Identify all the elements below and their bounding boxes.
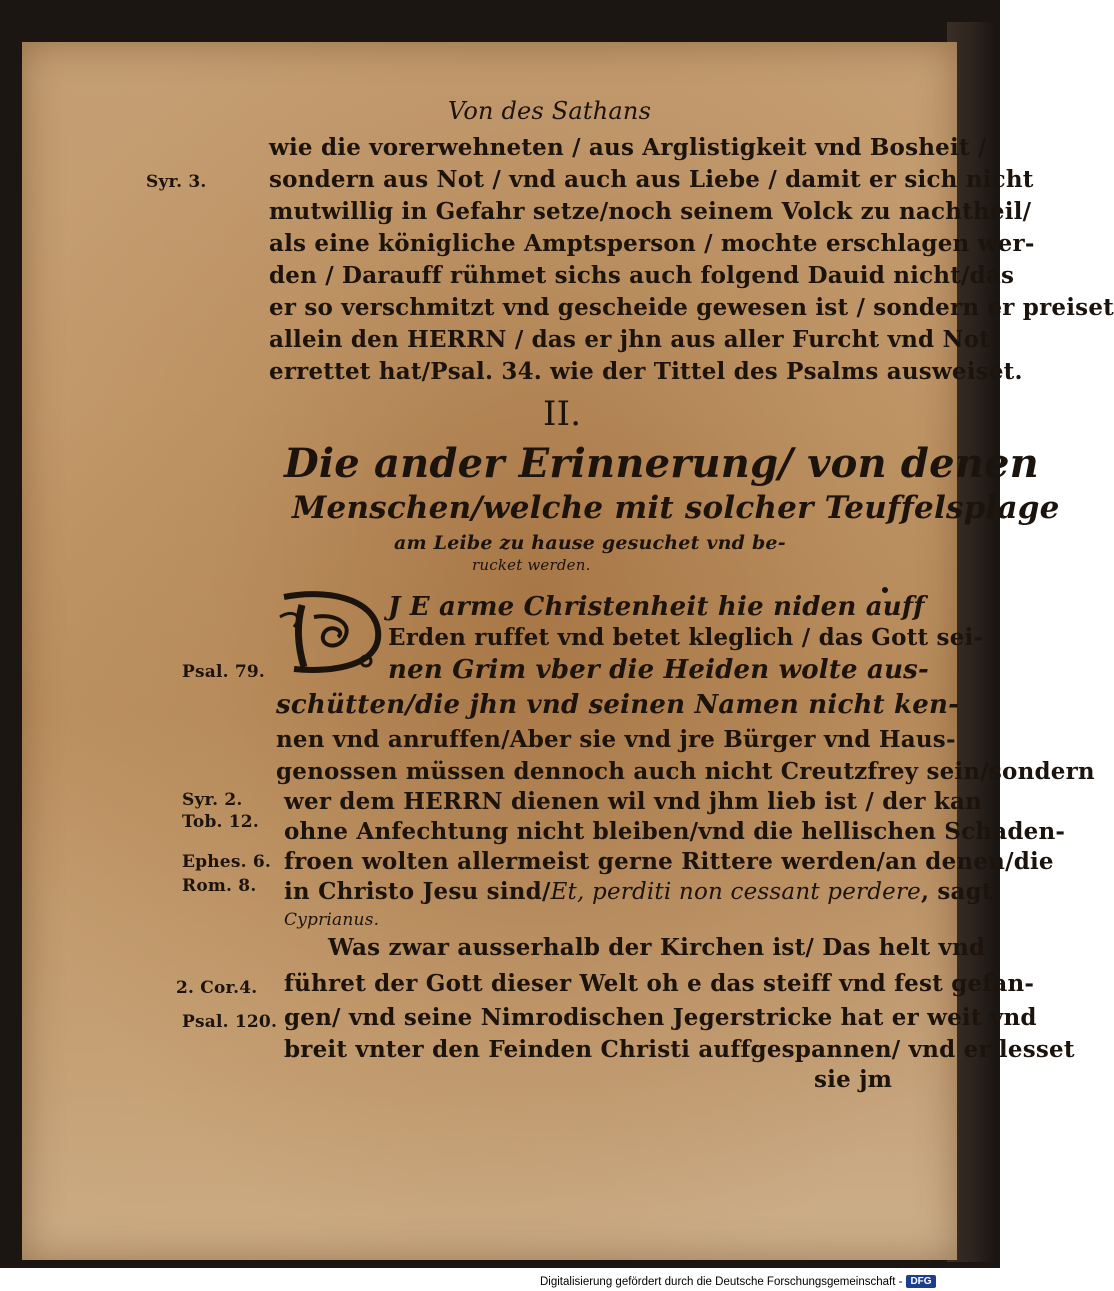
body-line: wie die vorerwehneten / aus Arglistigkeit vnd Bosheit / xyxy=(269,134,987,161)
body-line: allein den HERRN / das er jhn aus aller Furcht vnd Not xyxy=(269,326,991,353)
margin-note: Syr. 2. xyxy=(182,790,243,810)
body-line: mutwillig in Gefahr setze/noch seinem Volck zu nachtheil/ xyxy=(269,198,1032,225)
margin-note: Syr. 3. xyxy=(146,172,207,192)
footer-credit xyxy=(540,1272,936,1291)
body-text: in Christo Jesu sind/ xyxy=(284,878,551,905)
section-heading-line: Menschen/welche mit solcher Teuffelsplage xyxy=(292,490,1060,526)
body-line: den / Darauff rühmet sichs auch folgend Dauid nicht/das xyxy=(269,262,1015,289)
body-text: , sagt xyxy=(920,878,993,905)
body-line: wer dem HERRN dienen wil vnd jhm lieb ist / der kan xyxy=(284,788,983,815)
margin-note: Ephes. 6. xyxy=(182,852,271,872)
footer-text: Digitalisierung gefördert durch die Deutsche Forschungsgemeinschaft - xyxy=(540,1275,903,1288)
margin-note: Rom. 8. xyxy=(182,876,257,896)
body-line: J E arme Christenheit hie niden auff xyxy=(388,592,925,622)
running-header: Von des Sathans xyxy=(448,97,652,125)
margin-note: 2. Cor.4. xyxy=(176,978,258,998)
author-name: Cyprianus. xyxy=(284,910,380,930)
body-line: ohne Anfechtung nicht bleiben/vnd die hellischen Schaden- xyxy=(284,818,1066,845)
body-line: genossen müssen dennoch auch nicht Creutzfrey sein/sondern xyxy=(276,758,1095,785)
body-line: Erden ruffet vnd betet kleglich / das Gott sei- xyxy=(388,624,984,651)
margin-note: Psal. 79. xyxy=(182,662,266,682)
section-heading-line: am Leibe zu hause gesuchet vnd be- xyxy=(394,532,786,554)
margin-note: Psal. 120. xyxy=(182,1012,278,1032)
body-line: gen/ vnd seine Nimrodischen Jegerstricke hat er weit vnd xyxy=(284,1004,1037,1031)
margin-note: Tob. 12. xyxy=(182,812,259,832)
body-line: froen wolten allermeist gerne Rittere werden/an denen/die xyxy=(284,848,1054,875)
body-line xyxy=(284,878,993,905)
section-numeral: II. xyxy=(543,394,582,434)
body-line: sondern aus Not / vnd auch aus Liebe / damit er sich nicht xyxy=(269,166,1034,193)
body-line: nen vnd anruffen/Aber sie vnd jre Bürger vnd Haus- xyxy=(276,726,956,753)
body-line: führet der Gott dieser Welt oh e das steiff vnd fest gefan- xyxy=(284,970,1035,997)
body-line: als eine königliche Amptsperson / mochte erschlagen wer- xyxy=(269,230,1035,257)
body-line: er so verschmitzt vnd gescheide gewesen ist / sondern er preiset xyxy=(269,294,1114,321)
section-heading-line: Die ander Erinnerung/ von denen xyxy=(284,440,1039,487)
decorative-initial-d-icon xyxy=(274,587,386,675)
section-heading-line: rucket werden. xyxy=(472,556,591,574)
dfg-logo-icon: DFG xyxy=(906,1275,935,1288)
catchword: sie jm xyxy=(814,1066,893,1093)
body-line: schütten/die jhn vnd seinen Namen nicht ken- xyxy=(276,690,960,720)
body-line: errettet hat/Psal. 34. wie der Tittel des Psalms ausweiset. xyxy=(269,358,1023,385)
body-line: breit vnter den Feinden Christi auffgespannen/ vnd er lesset xyxy=(284,1036,1075,1063)
body-line: Was zwar ausserhalb der Kirchen ist/ Das helt vnd xyxy=(328,934,986,961)
body-line: nen Grim vber die Heiden wolte aus- xyxy=(388,655,930,685)
book-page xyxy=(22,42,1114,1260)
latin-quote: Et, perditi non cessant perdere xyxy=(550,879,921,905)
